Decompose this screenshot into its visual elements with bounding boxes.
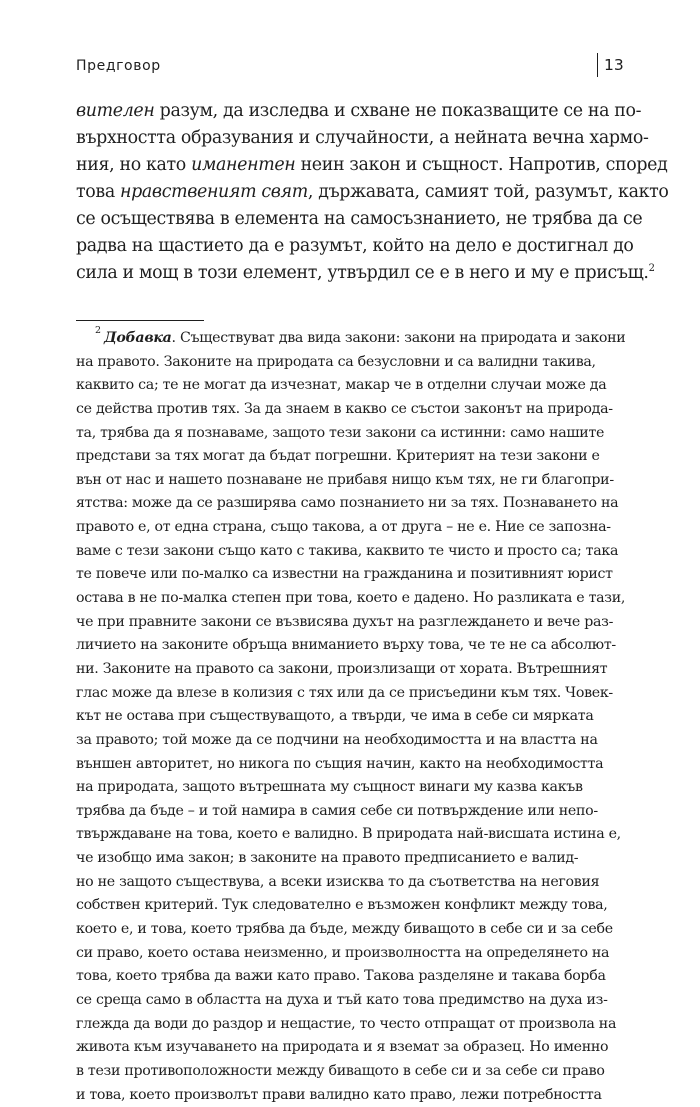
text-run: което е, и това, което трябва да бъде, между биващото в себе си и за себе (76, 921, 613, 937)
text-line (76, 942, 624, 966)
text-line (76, 1060, 624, 1084)
text-run: че при правните закони се възвисява духът на разглеждането и вече раз- (76, 614, 613, 630)
text-line (76, 516, 624, 540)
text-run: вън от нас и нашето познаване не прибавя нищо към тях, не ги благопри- (76, 472, 614, 488)
text-line (76, 847, 624, 871)
text-run: личието на законите обръща вниманието върху това, че те не са абсолют- (76, 637, 616, 653)
text-line (76, 152, 624, 179)
text-line (76, 871, 624, 895)
text-run: каквито са; те не могат да изчезнат, макар че в отделни случаи може да (76, 377, 606, 393)
text-run: кът не остава при съществуващото, а твърди, че има в себе си мярката (76, 708, 594, 724)
text-run: правото е, от една страна, също такова, а от друга – не е. Ние се запозна- (76, 519, 611, 535)
text-line (76, 587, 624, 611)
text-run: и това, което произволът прави валидно като право, лежи потребността (76, 1087, 602, 1103)
text-run: външен авторитет, но никога по същия начин, както на необходимостта (76, 756, 603, 772)
page-number: 13 (597, 53, 624, 77)
text-run: живота към изучаването на природата и я вземат за образец. Но именно (76, 1039, 608, 1055)
text-run: глас може да влезе в колизия с тях или да се присъедини към тях. Човек- (76, 685, 613, 701)
text-line (76, 351, 624, 375)
text-line (76, 918, 624, 942)
text-line (76, 634, 624, 658)
text-line (76, 98, 624, 125)
text-line (76, 374, 624, 398)
text-line (76, 705, 624, 729)
text-run: се действа против тях. За да знаем в какво се състои законът на природа- (76, 401, 613, 417)
text-run: за правото; той може да се подчини на необходимостта и на властта на (76, 732, 598, 748)
italic-text: вителен (76, 101, 154, 121)
text-run: разум, да изследва и схване не показващите се на по- (154, 101, 641, 121)
text-line (76, 1084, 624, 1107)
footnote-reference: 2 (649, 263, 655, 274)
text-line (76, 492, 624, 516)
text-run: трябва да бъде – и той намира в самия себе си потвърждение или непо- (76, 803, 598, 819)
text-run: остава в не по-малка степен при това, което е дадено. Но разликата е тази, (76, 590, 625, 606)
text-run: се осъществява в елемента на самосъзнанието, не трябва да се (76, 209, 642, 229)
text-run: радва на щастието да е разумът, който на дело е достигнал до (76, 236, 634, 256)
text-line (76, 1036, 624, 1060)
running-title: Предговор (76, 58, 161, 74)
text-line (76, 965, 624, 989)
text-line (76, 327, 624, 351)
text-run: в тези противоположности между биващото в себе си и за себе си право (76, 1063, 605, 1079)
text-run: това, което трябва да важи като право. Такова разделяне и такава борба (76, 968, 606, 984)
text-run: върхността образувания и случайности, а нейната вечна хармо- (76, 128, 649, 148)
text-line (76, 206, 624, 233)
text-line (76, 989, 624, 1013)
italic-text: нравственият свят (120, 182, 308, 202)
text-run: неин закон и същност. Напротив, според (295, 155, 667, 175)
text-line (76, 894, 624, 918)
text-line (76, 563, 624, 587)
text-run: си право, което остава неизменно, и произволността на определянето на (76, 945, 609, 961)
text-line (76, 125, 624, 152)
text-run: твърждаване на това, което е валидно. В природата най-висшата истина е, (76, 826, 621, 842)
text-run: представи за тях могат да бъдат погрешни. Критерият на тези закони е (76, 448, 600, 464)
footnote-marker: 2 (95, 325, 101, 337)
text-line (76, 179, 624, 206)
text-run: на правото. Законите на природата са безусловни и са валидни такива, (76, 354, 596, 370)
text-line (76, 753, 624, 777)
text-line (76, 422, 624, 446)
text-run: ваме с тези закони също като с такива, каквито те чисто и просто са; така (76, 543, 618, 559)
text-line (76, 445, 624, 469)
text-run: собствен критерий. Тук следователно е възможен конфликт между това, (76, 897, 608, 913)
text-run: се среща само в областта на духа и тъй като това предимство на духа из- (76, 992, 608, 1008)
text-run: ния, но като (76, 155, 191, 175)
text-line (76, 540, 624, 564)
text-line (76, 823, 624, 847)
text-run: на природата, защото вътрешната му същност винаги му казва какъв (76, 779, 583, 795)
text-line (76, 800, 624, 824)
text-line (76, 398, 624, 422)
text-line (76, 776, 624, 800)
text-run: . Съществуват два вида закони: закони на природата и закони (172, 330, 626, 346)
text-run: това (76, 182, 120, 202)
main-text (76, 98, 624, 287)
footnote-label: Добавка (104, 330, 172, 346)
text-line (76, 260, 624, 287)
text-run: но не защото съществува, а всеки изисква то да съответства на неговия (76, 874, 599, 890)
text-line (76, 233, 624, 260)
text-run: , държавата, самият той, разумът, както (308, 182, 669, 202)
text-line (76, 611, 624, 635)
footnote-separator (76, 320, 204, 321)
text-line (76, 658, 624, 682)
text-line (76, 1013, 624, 1037)
text-run: та, трябва да я познаваме, защото тези закони са истинни: само нашите (76, 425, 604, 441)
text-run: ятства: може да се разширява само познанието ни за тях. Познаването на (76, 495, 618, 511)
text-line (76, 729, 624, 753)
text-run: глежда да води до раздор и нещастие, то често отпращат от произвола на (76, 1016, 616, 1032)
text-run: ни. Законите на правото са закони, произлизащи от хората. Вътрешният (76, 661, 607, 677)
footnote (76, 327, 624, 1107)
text-line (76, 469, 624, 493)
text-line (76, 682, 624, 706)
text-run: че изобщо има закон; в законите на правото предписанието е валид- (76, 850, 578, 866)
text-run: сила и мощ в този елемент, утвърдил се е в него и му е присъщ. (76, 263, 649, 283)
italic-text: иманентен (191, 155, 295, 175)
text-run: те повече или по-малко са известни на гражданина и позитивният юрист (76, 566, 613, 582)
